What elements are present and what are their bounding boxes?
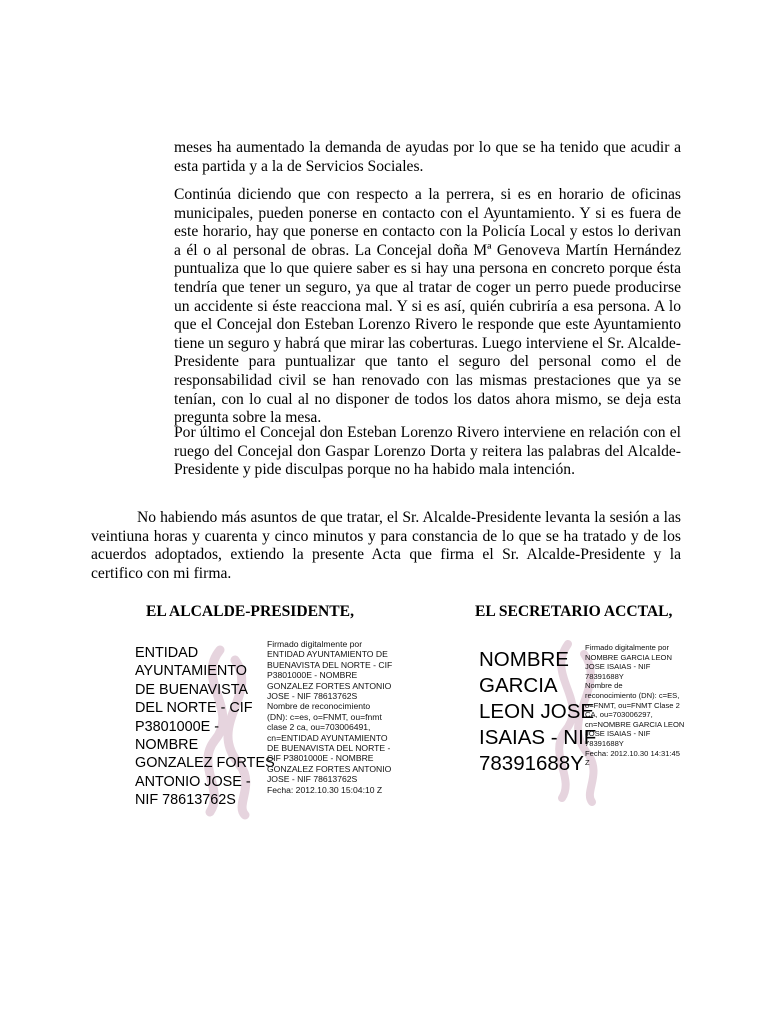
secretary-signature-title: EL SECRETARIO ACCTAL, [475,603,673,620]
closing-paragraph: No habiendo más asuntos de que tratar, el Sr. Alcalde-Presidente levanta la sesión a las veintiuna horas y cuarenta y cinco minutos y para constancia de lo que se ha tratado y de los acuerdos adoptados, extiendo la presente Acta que firma el Sr. Alcalde-Presidente y la certifico con mi firma. [91,509,681,582]
mayor-signer-name: ENTIDAD AYUNTAMIENTO DE BUENAVISTA DEL NORTE - CIF P3801000E - NOMBRE GONZALEZ FORTES ANTONIO JOSE - NIF 78613762S [135,645,275,809]
body-paragraph-1: meses ha aumentado la demanda de ayudas por lo que se ha tenido que acudir a esta partida y a la de Servicios Sociales. [174,139,681,175]
body-paragraph-3: Por último el Concejal don Esteban Lorenzo Rivero interviene en relación con el ruego del Concejal don Gaspar Lorenzo Dorta y reitera las palabras del Alcalde-Presidente y pide disculpas porque no ha habido mala intención. [174,424,681,479]
mayor-signature-title: EL ALCALDE-PRESIDENTE, [146,603,354,620]
body-paragraph-2: Continúa diciendo que con respecto a la perrera, si es en horario de oficinas municipales, pueden ponerse en contacto con el Ayuntamiento. Y si es fuera de este horario, hay que ponerse en contacto con la Policía Local y estos lo derivan a él o al personal de obras. La Concejal doña Mª Genoveva Martín Hernández puntualiza que lo que quiere saber es si hay una persona en concreto porque ésta tendría que tener un seguro, ya que al tratar de coger un perro puede producirse un accidente si éste reacciona mal. Y si es así, quién cubriría a esa persona. A lo que el Concejal don Esteban Lorenzo Rivero le responde que este Ayuntamiento tiene un seguro y habrá que mirar las coberturas. Luego interviene el Sr. Alcalde-Presidente para puntualizar que tanto el seguro del personal como el de responsabilidad civil se han renovado con las mismas prestaciones que ya se tenían, con lo cual al no disponer de todos los datos ahora mismo, se deja esta pregunta sobre la mesa. [174,186,681,427]
secretary-signature-details: Firmado digitalmente por NOMBRE GARCIA LEON JOSE ISAIAS - NIF 78391688Y Nombre de reconocimiento (DN): c=ES, o=FNMT, ou=FNMT Clase 2 CA, ou=703006297, cn=NOMBRE GARCIA LEON JOSE ISAIAS - NIF 78391688Y Fecha: 2012.10.30 14:31:45 Z [585,643,685,768]
secretary-signer-name: NOMBRE GARCIA LEON JOSE ISAIAS - NIF 78391688Y [479,648,597,775]
mayor-signature-details: Firmado digitalmente por ENTIDAD AYUNTAMIENTO DE BUENAVISTA DEL NORTE - CIF P3801000E - NOMBRE GONZALEZ FORTES ANTONIO JOSE - NIF 78613762S Nombre de reconocimiento (DN): c=es, o=FNMT, ou=fnmt clase 2 ca, ou=703006491, cn=ENTIDAD AYUNTAMIENTO DE BUENAVISTA DEL NORTE - CIF P3801000E - NOMBRE GONZALEZ FORTES ANTONIO JOSE - NIF 78613762S Fecha: 2012.10.30 15:04:10 Z [267,639,393,795]
